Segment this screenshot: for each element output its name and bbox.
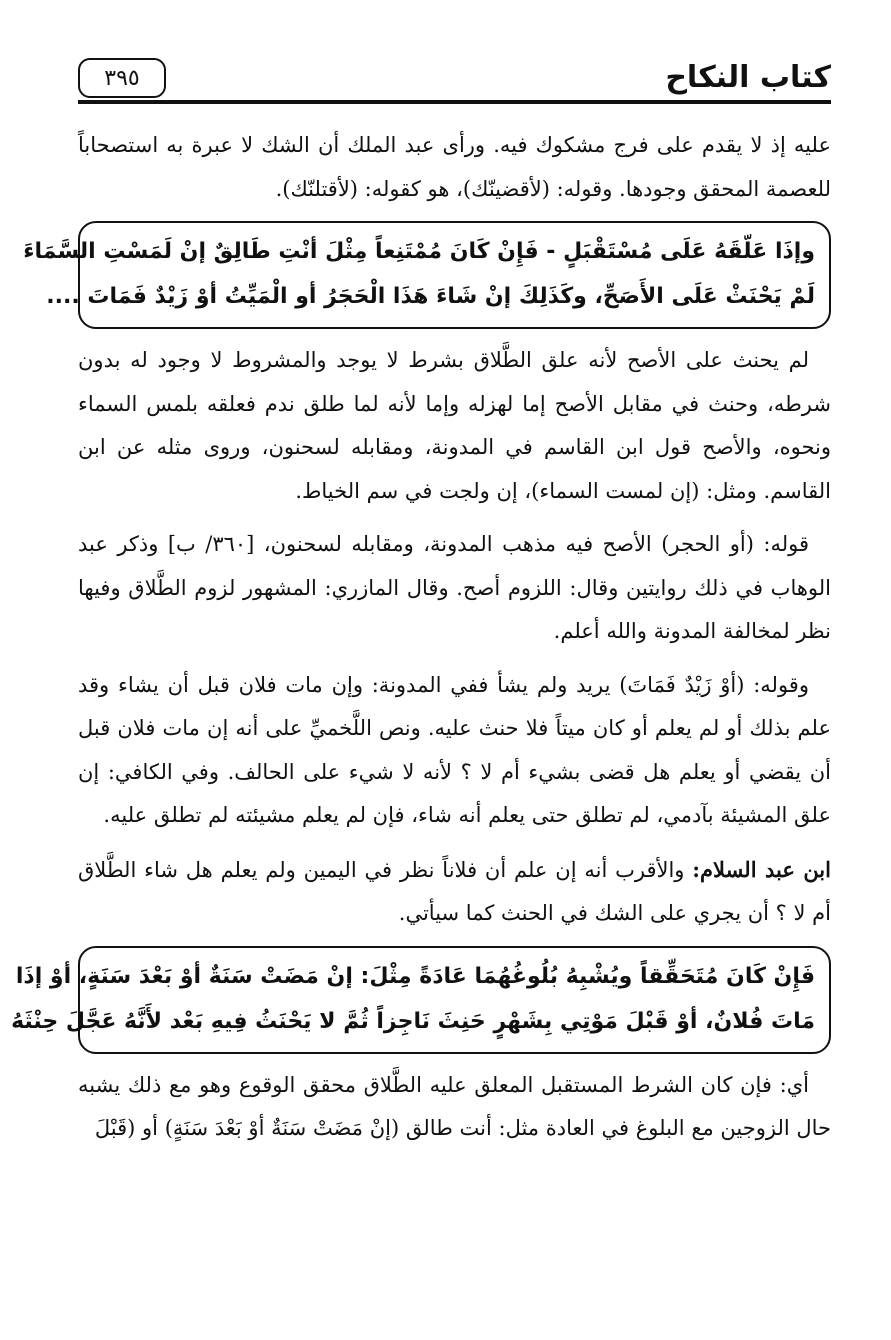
page-body bbox=[11, 124, 831, 1161]
matn-line: وإذَا عَلّقَهُ عَلَى مُسْتَقْبَلٍ - فَإِنْ كَانَ مُمْتَنِعاً مِثْلَ أنْتِ طَالِقٌ إنْ لَمَسْتِ السَّمَاءَ bbox=[23, 239, 815, 264]
matn-box-2 bbox=[11, 946, 831, 1054]
header-rule bbox=[78, 100, 831, 104]
matn-line: فَإِنْ كَانَ مُتَحَقِّقاً ويُشْبِهُ بُلُوغُهُمَا عَادَةً مِثْلَ: إنْ مَضَتْ سَنَةٌ أوْ بَعْدَ سَنَةٍ، أوْ إذَا bbox=[15, 963, 815, 989]
matn-line: مَاتَ فُلانٌ، أوْ قَبْلَ مَوْتِي بِشَهْرٍ حَنِثَ نَاجِزاً ثُمَّ لا يَحْنَثُ فِيهِ بَعْد لأَنَّهُ عَجَّلَ حِنْثَهُ bbox=[11, 1008, 815, 1034]
paragraph-2: لم يحنث على الأصح لأنه علق الطَّلاق بشرط لا يوجد والمشروط لا وجود له بدون شرطه، وحنث في مقابل الأصح إما لهزله وإما لأنه لما طلق ندم فعلقه بلمس السماء ونحوه، والأصح قول ابن القاسم في المدونة، ومقابله لسحنون، وروى مثله عن ابن القاسم. ومثل: (إن لمست السماء)، إن ولجت في سم الخياط. bbox=[78, 348, 831, 503]
page-number: ٣٩٥ bbox=[78, 58, 166, 98]
page-header bbox=[78, 52, 831, 104]
matn-box-1 bbox=[23, 221, 831, 329]
running-head-title: كتاب النكاح bbox=[665, 60, 831, 95]
paragraph-3: قوله: (أو الحجر) الأصح فيه مذهب المدونة، ومقابله لسحنون، [٣٦٠/ ب] وذكر عبد الوهاب في ذلك روايتين وقال: اللزوم أصح. وقال المازري: المشهور لزوم الطَّلاق وفيها نظر لمخالفة المدونة والله أعلم. bbox=[78, 532, 831, 643]
paragraph-4: وقوله: (أوْ زَيْدٌ فَمَاتَ) يريد ولم يشأ ففي المدونة: وإن مات فلان قبل أن يشاء وقد علم بذلك أو لم يعلم أو كان ميتاً فلا حنث عليه. ونص اللَّخميِّ على أنه إن مات فلان قبل أن يقضي أو يعلم هل قضى بشيء أم لا ؟ لأنه لا شيء على الحالف. وفي الكافي: إن علق المشيئة بآدمي، لم تطلق حتى يعلم أنه شاء، فإن لم يعلم مشيئته لم تطلق عليه. bbox=[78, 672, 831, 827]
paragraph-1: عليه إذ لا يقدم على فرج مشكوك فيه. ورأى عبد الملك أن الشك لا عبرة به استصحاباً للعصمة المحقق وجودها. وقوله: (لأقضينّك)، هو كقوله: (لأقتلنّك). bbox=[78, 133, 831, 201]
paragraph-5 bbox=[78, 848, 831, 936]
paragraph-6: أي: فإن كان الشرط المستقبل المعلق عليه الطَّلاق محقق الوقوع وهو مع ذلك يشبه حال الزوجين مع البلوغ في العادة مثل: أنت طالق (إنْ مَضَتْ سَنَةٌ أوْ بَعْدَ سَنَةٍ) أو (قَبْلَ bbox=[78, 1072, 831, 1140]
matn-line: لَمْ يَحْنَثْ عَلَى الأَصَحِّ، وكَذَلِكَ إنْ شَاءَ هَذَا الْحَجَرُ أو الْمَيِّتُ أوْ زَيْدٌ فَمَاتَ .... bbox=[46, 284, 815, 309]
speaker-label: ابن عبد السلام: bbox=[692, 856, 831, 882]
paragraph-5-text: والأقرب أنه إن علم أن فلاناً نظر في اليمين ولم يعلم هل شاء الطَّلاق أم لا ؟ أن يجري على الشك في الحنث كما سيأتي. bbox=[78, 857, 831, 925]
